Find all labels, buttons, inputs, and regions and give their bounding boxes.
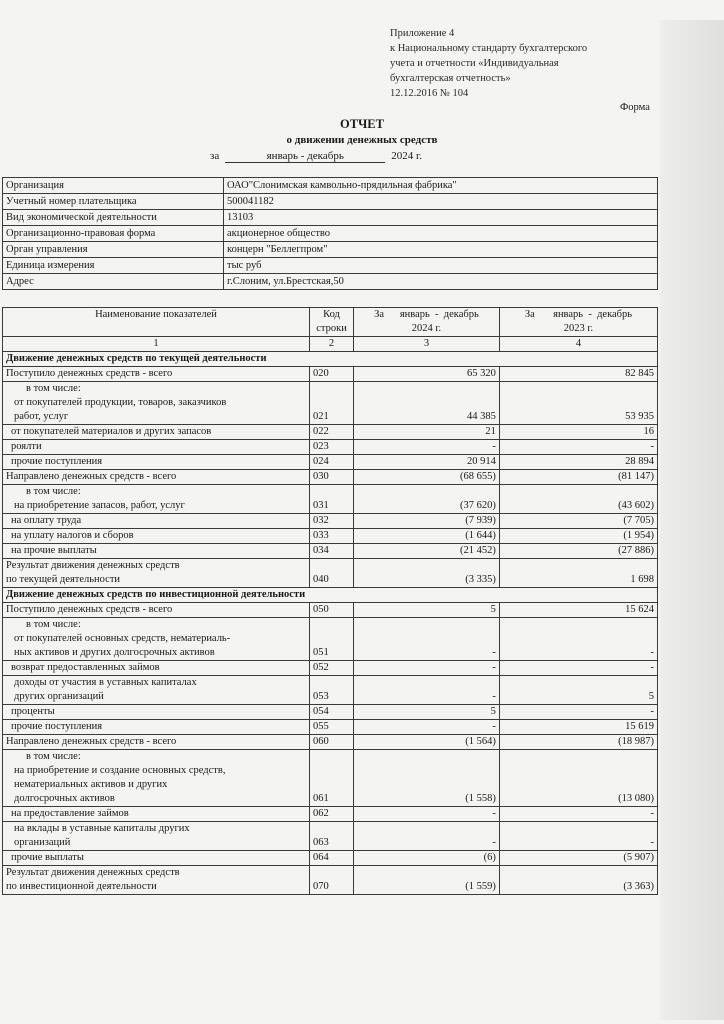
table-row <box>3 514 658 529</box>
row-name: Направлено денежных средств - всего <box>3 470 310 485</box>
row-code: 032 <box>309 514 353 529</box>
appendix-line: учета и отчетности «Индивидуальная <box>390 58 559 69</box>
form-label: Форма <box>620 102 650 113</box>
table-row <box>3 735 658 750</box>
row-previous: - <box>499 705 657 720</box>
header-prev-line: За январь - декабрь <box>524 309 633 320</box>
row-current: - <box>354 822 500 851</box>
table-row <box>3 705 658 720</box>
info-value: г.Слоним, ул.Брестская,50 <box>224 274 658 290</box>
row-name: Поступило денежных средств - всего <box>3 367 310 382</box>
table-row <box>3 455 658 470</box>
table-row <box>3 544 658 559</box>
row-previous: 28 894 <box>499 455 657 470</box>
row-current: - <box>354 676 500 705</box>
col-number: 2 <box>309 337 353 352</box>
row-code: 050 <box>309 603 353 618</box>
row-name-line: по инвестиционной деятельности <box>6 881 157 892</box>
row-name: Поступило денежных средств - всего <box>3 603 310 618</box>
row-code: 062 <box>309 807 353 822</box>
row-current: 21 <box>354 425 500 440</box>
row-current: (37 620) <box>354 485 500 514</box>
row-code: 024 <box>309 455 353 470</box>
table-row <box>3 440 658 455</box>
row-code: 051 <box>309 618 353 661</box>
header-prev-line: 2023 г. <box>563 323 594 334</box>
row-current: (1 644) <box>354 529 500 544</box>
row-current: - <box>354 807 500 822</box>
row-current: (21 452) <box>354 544 500 559</box>
col-number: 3 <box>354 337 500 352</box>
info-value: ОАО"Слонимская камвольно-прядильная фабрика" <box>224 178 658 194</box>
header-code-line: Код <box>323 309 340 320</box>
row-name: на уплату налогов и сборов <box>3 529 310 544</box>
col-number: 1 <box>3 337 310 352</box>
row-name-line: от покупателей основных средств, нематериаль- <box>14 633 231 644</box>
row-incl-label: в том числе: <box>26 383 81 394</box>
appendix-line: Приложение 4 <box>390 28 455 39</box>
report-period <box>210 150 422 163</box>
scan-shadow <box>660 20 724 1020</box>
row-name-line: работ, услуг <box>14 411 69 422</box>
table-header-row <box>3 308 658 337</box>
row-name: возврат предоставленных займов <box>3 661 310 676</box>
row-name <box>3 382 310 425</box>
report-subtitle: о движении денежных средств <box>286 134 438 146</box>
column-number-row <box>3 337 658 352</box>
row-name: прочие поступления <box>3 720 310 735</box>
row-code: 053 <box>309 676 353 705</box>
info-value: 13103 <box>224 210 658 226</box>
row-current: (1 564) <box>354 735 500 750</box>
row-previous: (13 080) <box>499 750 657 807</box>
row-previous: (43 602) <box>499 485 657 514</box>
cash-flow-table <box>2 307 658 895</box>
row-name <box>3 822 310 851</box>
table-row <box>3 603 658 618</box>
row-current: (68 655) <box>354 470 500 485</box>
info-label: Организация <box>3 178 224 194</box>
info-label: Единица измерения <box>3 258 224 274</box>
row-name: на прочие выплаты <box>3 544 310 559</box>
row-previous: (81 147) <box>499 470 657 485</box>
section-row <box>3 352 658 367</box>
table-row <box>3 382 658 425</box>
info-row <box>3 242 658 258</box>
row-code: 052 <box>309 661 353 676</box>
row-previous: 1 698 <box>499 559 657 588</box>
row-code: 055 <box>309 720 353 735</box>
row-previous: (27 886) <box>499 544 657 559</box>
row-code: 061 <box>309 750 353 807</box>
row-name <box>3 618 310 661</box>
header-current-period <box>354 308 500 337</box>
table-row <box>3 529 658 544</box>
table-row <box>3 425 658 440</box>
row-current: - <box>354 661 500 676</box>
row-name <box>3 750 310 807</box>
header-cur-line: За январь - декабрь <box>374 309 479 320</box>
row-name <box>3 866 310 895</box>
row-code: 040 <box>309 559 353 588</box>
row-previous: 15 624 <box>499 603 657 618</box>
row-previous: (3 363) <box>499 866 657 895</box>
header-code <box>309 308 353 337</box>
row-name-line: по текущей деятельности <box>6 574 121 585</box>
row-name-line: нематериальных активов и других <box>14 779 168 790</box>
table-row <box>3 866 658 895</box>
period-year: 2024 г. <box>391 150 423 162</box>
table-row <box>3 750 658 807</box>
row-code: 020 <box>309 367 353 382</box>
row-previous: (5 907) <box>499 851 657 866</box>
row-current: - <box>354 440 500 455</box>
row-name-line: на приобретение запасов, работ, услуг <box>14 500 185 511</box>
appendix-line: к Национальному стандарту бухгалтерского <box>390 43 588 54</box>
info-row <box>3 226 658 242</box>
row-name-line: Результат движения денежных средств <box>6 867 180 878</box>
info-label: Учетный номер плательщика <box>3 194 224 210</box>
row-incl-label: в том числе: <box>26 486 81 497</box>
table-row <box>3 851 658 866</box>
info-label: Адрес <box>3 274 224 290</box>
appendix-line: 12.12.2016 № 104 <box>390 88 469 99</box>
table-row <box>3 807 658 822</box>
row-code: 030 <box>309 470 353 485</box>
row-previous: - <box>499 618 657 661</box>
row-code: 022 <box>309 425 353 440</box>
row-incl-label: в том числе: <box>26 619 81 630</box>
period-prefix: за <box>210 150 220 162</box>
row-current: (3 335) <box>354 559 500 588</box>
row-name <box>3 485 310 514</box>
row-code: 034 <box>309 544 353 559</box>
row-previous: - <box>499 661 657 676</box>
row-name <box>3 676 310 705</box>
row-previous: (7 705) <box>499 514 657 529</box>
info-value: тыс руб <box>224 258 658 274</box>
row-name: на оплату труда <box>3 514 310 529</box>
row-name-line: организаций <box>14 837 71 848</box>
row-name-line: от покупателей продукции, товаров, заказчиков <box>14 397 227 408</box>
row-current: 65 320 <box>354 367 500 382</box>
row-name: проценты <box>3 705 310 720</box>
info-row <box>3 274 658 290</box>
col-number: 4 <box>499 337 657 352</box>
table-row <box>3 676 658 705</box>
header-code-line: строки <box>316 323 347 334</box>
row-name-line: на приобретение и создание основных средств, <box>14 765 226 776</box>
header-cur-line: 2024 г. <box>411 323 442 334</box>
info-row <box>3 194 658 210</box>
row-current: 5 <box>354 705 500 720</box>
row-name: от покупателей материалов и других запасов <box>3 425 310 440</box>
section-title: Движение денежных средств по инвестиционной деятельности <box>3 588 658 603</box>
row-code: 031 <box>309 485 353 514</box>
info-value: акционерное общество <box>224 226 658 242</box>
row-code: 021 <box>309 382 353 425</box>
table-row <box>3 485 658 514</box>
row-current: - <box>354 618 500 661</box>
row-current: 44 385 <box>354 382 500 425</box>
header-previous-period <box>499 308 657 337</box>
row-previous: - <box>499 440 657 455</box>
table-row <box>3 618 658 661</box>
appendix-line: бухгалтерская отчетность» <box>390 73 511 84</box>
table-row <box>3 367 658 382</box>
info-row <box>3 178 658 194</box>
table-row <box>3 559 658 588</box>
row-code: 070 <box>309 866 353 895</box>
row-name-line: доходы от участия в уставных капиталах <box>14 677 197 688</box>
row-previous: 5 <box>499 676 657 705</box>
row-name-line: на вклады в уставные капиталы других <box>14 823 190 834</box>
row-incl-label: в том числе: <box>26 751 81 762</box>
row-name-line: Результат движения денежных средств <box>6 560 180 571</box>
row-previous: 16 <box>499 425 657 440</box>
row-name <box>3 559 310 588</box>
row-name: роялти <box>3 440 310 455</box>
row-current: (6) <box>354 851 500 866</box>
row-previous: 82 845 <box>499 367 657 382</box>
info-row <box>3 210 658 226</box>
row-name-line: других организаций <box>14 691 104 702</box>
row-code: 060 <box>309 735 353 750</box>
row-previous: (1 954) <box>499 529 657 544</box>
row-previous: - <box>499 807 657 822</box>
row-code: 063 <box>309 822 353 851</box>
row-previous: (18 987) <box>499 735 657 750</box>
row-code: 023 <box>309 440 353 455</box>
table-row <box>3 470 658 485</box>
organization-info-table <box>2 177 658 290</box>
row-name: на предоставление займов <box>3 807 310 822</box>
row-previous: 53 935 <box>499 382 657 425</box>
table-row <box>3 822 658 851</box>
row-name: прочие поступления <box>3 455 310 470</box>
info-row <box>3 258 658 274</box>
info-label: Вид экономической деятельности <box>3 210 224 226</box>
appendix-note <box>390 26 690 101</box>
section-row <box>3 588 658 603</box>
header-name: Наименование показателей <box>3 308 310 337</box>
row-code: 054 <box>309 705 353 720</box>
row-current: (1 558) <box>354 750 500 807</box>
row-previous: - <box>499 822 657 851</box>
info-value: концерн "Беллегпром" <box>224 242 658 258</box>
row-current: (1 559) <box>354 866 500 895</box>
row-current: (7 939) <box>354 514 500 529</box>
row-name: Направлено денежных средств - всего <box>3 735 310 750</box>
row-current: 20 914 <box>354 455 500 470</box>
row-current: 5 <box>354 603 500 618</box>
row-name-line: долгосрочных активов <box>14 793 115 804</box>
row-code: 033 <box>309 529 353 544</box>
table-row <box>3 661 658 676</box>
section-title: Движение денежных средств по текущей деятельности <box>3 352 658 367</box>
row-name: прочие выплаты <box>3 851 310 866</box>
row-name-line: ных активов и других долгосрочных активов <box>14 647 215 658</box>
row-previous: 15 619 <box>499 720 657 735</box>
table-row <box>3 720 658 735</box>
info-value: 500041182 <box>224 194 658 210</box>
info-label: Орган управления <box>3 242 224 258</box>
period-value: январь - декабрь <box>225 150 385 163</box>
info-label: Организационно-правовая форма <box>3 226 224 242</box>
row-current: - <box>354 720 500 735</box>
report-title: ОТЧЕТ <box>340 117 384 131</box>
row-code: 064 <box>309 851 353 866</box>
